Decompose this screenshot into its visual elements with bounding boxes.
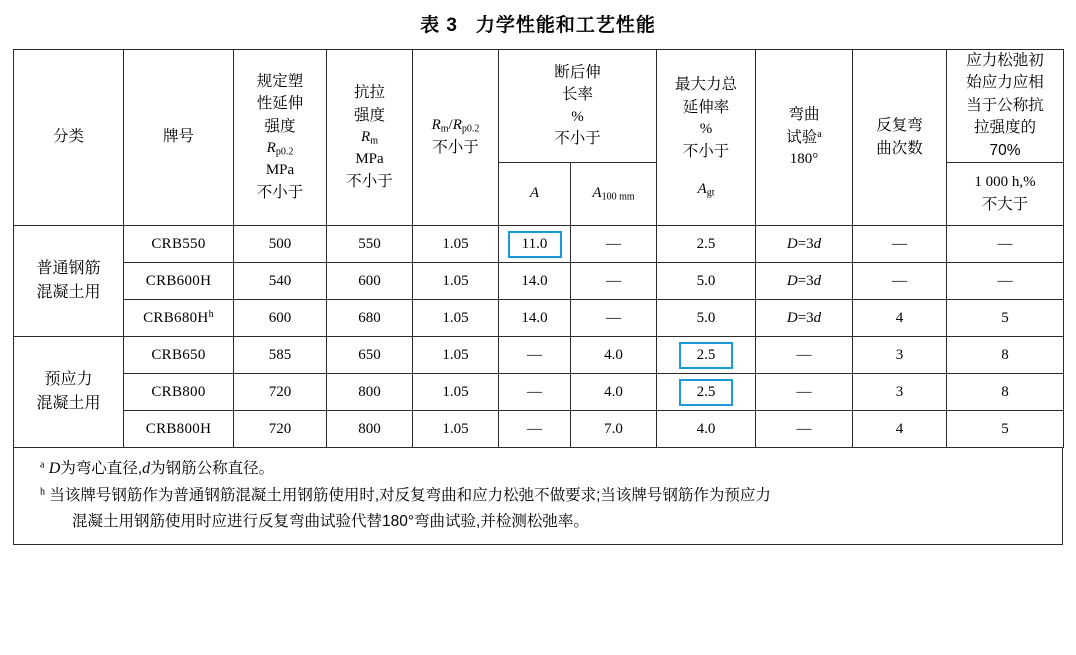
header-relaxation-units: 1 000 h,% 不大于 [947,163,1064,226]
cell-tensile: 550 [327,226,413,263]
cell-agt: 5.0 [657,300,756,337]
cell-bend: D=3d [756,226,853,263]
cell-repeat: 4 [853,300,947,337]
cell-agt [657,337,756,374]
group-name-ordinary-concrete: 普通钢筋 混凝土用 [14,226,124,337]
group-name-prestressed-concrete: 预应力 混凝土用 [14,337,124,448]
cell-repeat: 3 [853,337,947,374]
cell-grade: CRB550 [124,226,234,263]
cell-elongation-a: 14.0 [499,300,571,337]
cell-yield: 500 [234,226,327,263]
header-agt: 最大力总 延伸率 % 不小于 $A_{gt}$ [657,50,756,226]
table-row [14,226,1064,263]
cell-repeat: 3 [853,374,947,411]
cell-relax: 5 [947,411,1064,448]
cell-bend: D=3d [756,300,853,337]
header-grade: 牌号 [124,50,234,226]
cell-bend: — [756,337,853,374]
cell-elongation-a: 14.0 [499,263,571,300]
footnote-h: $^h$ 当该牌号钢筋作为普通钢筋混凝土用钢筋使用时,对反复弯曲和应力松弛不做要求;当该牌号钢筋作为预应力 [40,486,771,504]
cell-ratio: 1.05 [413,374,499,411]
cell-elongation-a [499,226,571,263]
table-number: 表 3 [420,15,458,36]
footnote-a: $^a$ D为弯心直径,d为钢筋公称直径。 [40,459,275,478]
cell-repeat: 4 [853,411,947,448]
cell-grade: CRB600H [124,263,234,300]
cell-repeat: — [853,263,947,300]
cell-elongation-a: — [499,374,571,411]
cell-bend: — [756,411,853,448]
table-title [0,0,1076,49]
cell-agt: 4.0 [657,411,756,448]
header-stress-relaxation: 应力松弛初 始应力应相 当于公称抗 拉强度的 70% [947,50,1064,163]
highlight-marker: 2.5 [679,342,733,369]
cell-grade: $CRB680H^h$ [124,300,234,337]
header-elongation-a: A [499,163,571,226]
cell-elongation-a: — [499,337,571,374]
table-row [14,411,1064,448]
cell-tensile: 800 [327,411,413,448]
header-row-primary [14,50,1064,163]
header-strength-ratio: $R_m/R_{p0.2}$ 不小于 [413,50,499,226]
cell-tensile: 600 [327,263,413,300]
cell-tensile: 650 [327,337,413,374]
cell-ratio: 1.05 [413,411,499,448]
table-row [14,263,1064,300]
cell-grade: CRB650 [124,337,234,374]
cell-agt: 2.5 [657,226,756,263]
header-classification: 分类 [14,50,124,226]
cell-elongation-a100: 4.0 [571,337,657,374]
cell-repeat: — [853,226,947,263]
cell-elongation-a100: 4.0 [571,374,657,411]
cell-agt [657,374,756,411]
cell-ratio: 1.05 [413,337,499,374]
cell-yield: 720 [234,411,327,448]
table-row [14,374,1064,411]
cell-yield: 585 [234,337,327,374]
cell-elongation-a100: — [571,263,657,300]
highlight-marker: 2.5 [679,379,733,406]
cell-bend: D=3d [756,263,853,300]
header-elongation-a100: $A_{100 mm}$ [571,163,657,226]
table-caption: 力学性能和工艺性能 [475,15,656,36]
cell-tensile: 800 [327,374,413,411]
mechanical-properties-table [13,49,1064,448]
header-repeat-bend: 反复弯 曲次数 [853,50,947,226]
cell-relax: 5 [947,300,1064,337]
header-yield-strength: 规定塑 性延伸 强度 $R_{p0.2}$ MPa 不小于 [234,50,327,226]
cell-relax: 8 [947,374,1064,411]
table-footnotes [13,448,1063,545]
header-bend-test: 弯曲 试验$^a$ 180° [756,50,853,226]
cell-ratio: 1.05 [413,226,499,263]
table-row [14,300,1064,337]
cell-relax: — [947,263,1064,300]
header-tensile-strength: 抗拉 强度 $R_m$ MPa 不小于 [327,50,413,226]
highlight-marker: 11.0 [508,231,562,258]
cell-yield: 720 [234,374,327,411]
cell-grade: CRB800 [124,374,234,411]
cell-grade: CRB800H [124,411,234,448]
cell-tensile: 680 [327,300,413,337]
cell-elongation-a: — [499,411,571,448]
cell-elongation-a100: 7.0 [571,411,657,448]
cell-yield: 600 [234,300,327,337]
cell-yield: 540 [234,263,327,300]
cell-relax: 8 [947,337,1064,374]
table-row [14,337,1064,374]
header-elongation: 断后伸 长率 % 不小于 [499,50,657,163]
cell-agt: 5.0 [657,263,756,300]
cell-relax: — [947,226,1064,263]
cell-bend: — [756,374,853,411]
cell-ratio: 1.05 [413,300,499,337]
cell-elongation-a100: — [571,300,657,337]
cell-elongation-a100: — [571,226,657,263]
footnote-h-continued: 混凝土用钢筋使用时应进行反复弯曲试验代替180°弯曲试验,并检测松弛率。 [72,513,589,531]
cell-ratio: 1.05 [413,263,499,300]
